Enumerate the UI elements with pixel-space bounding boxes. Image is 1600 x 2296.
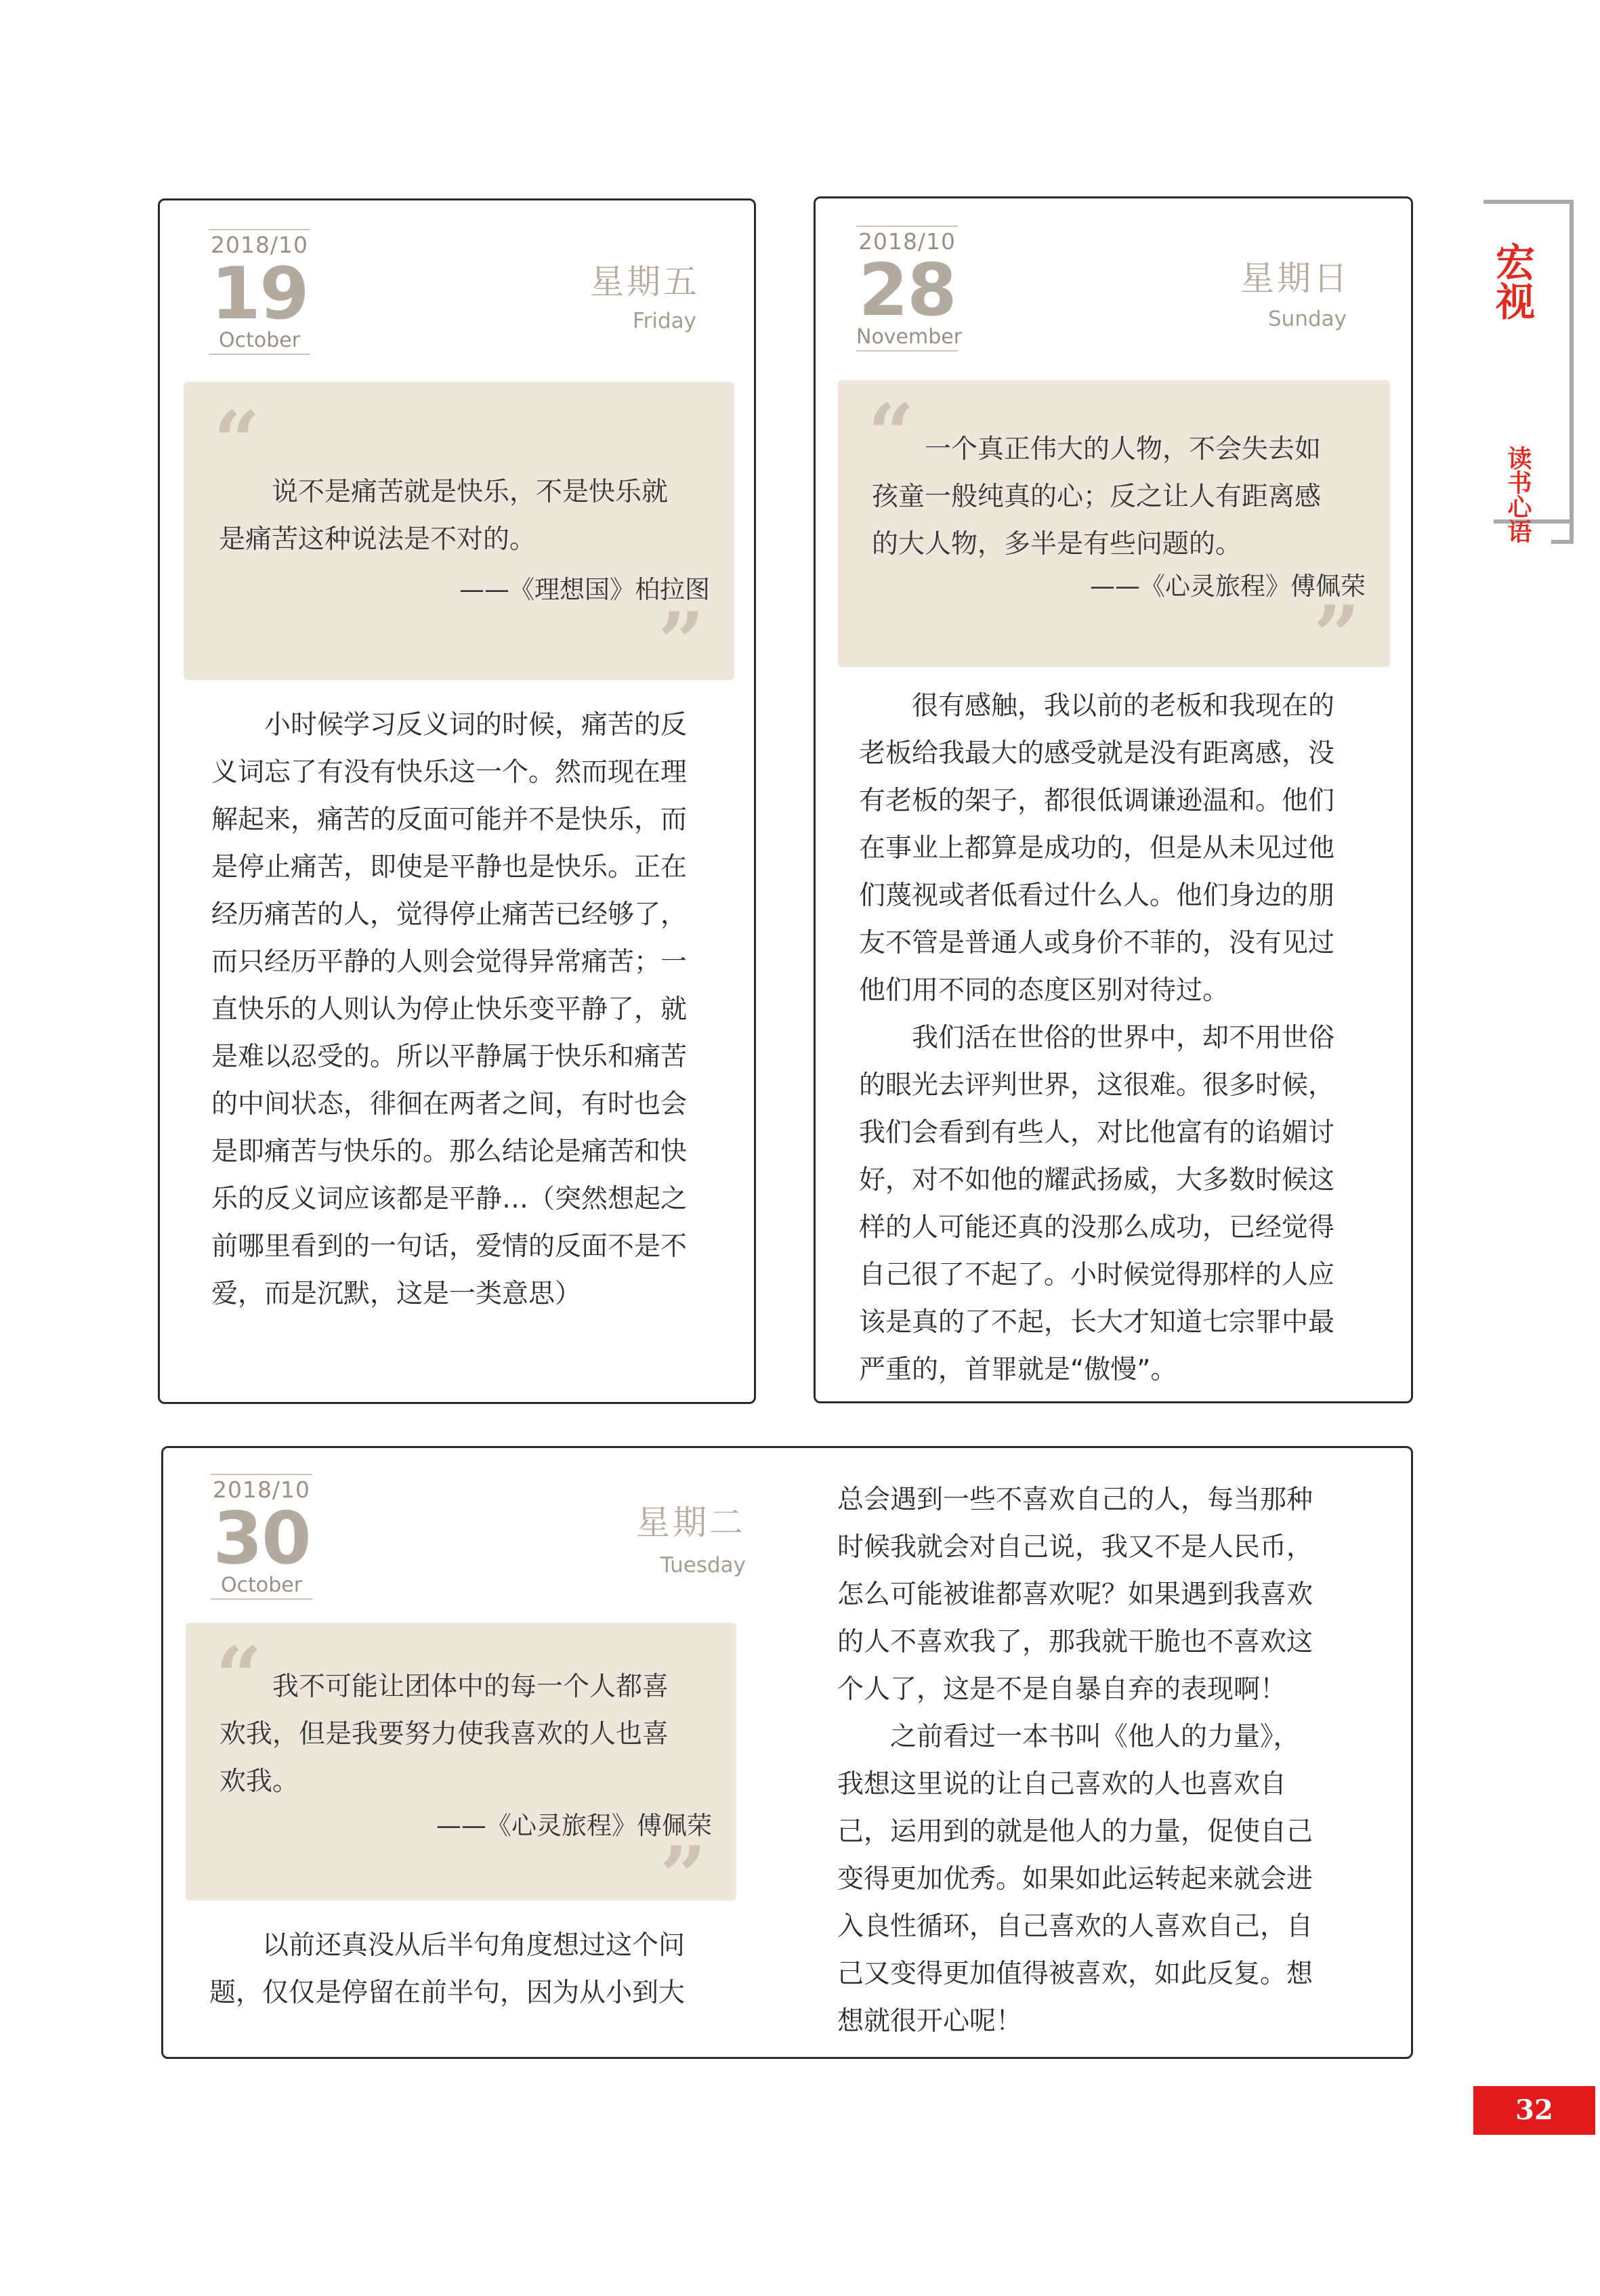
body-line: 解起来，痛苦的反面可能并不是快乐，而 — [211, 805, 688, 835]
quote-source: ——《理想国》柏拉图 — [459, 575, 710, 604]
close-quote-icon: ” — [1313, 588, 1360, 683]
body-line: 友不管是普通人或身价不菲的，没有见过 — [859, 928, 1335, 958]
body-line: 他们用不同的态度区别对待过。 — [859, 975, 1229, 1006]
date-block — [209, 229, 310, 355]
body-line: 想就很开心呢！ — [837, 2006, 1023, 2037]
body-line: 该是真的了不起，长大才知道七宗罪中最 — [859, 1307, 1335, 1338]
quote-line: 孩童一般纯真的心；反之让人有距离感 — [872, 482, 1322, 512]
open-quote-icon: “ — [215, 1629, 263, 1724]
date-year-month: 2018/10 — [858, 228, 956, 255]
date-day: 28 — [858, 249, 956, 332]
body-line: 之前看过一本书叫《他人的力量》， — [890, 1722, 1300, 1752]
date-month: October — [220, 1573, 303, 1597]
body-text-left — [209, 1922, 731, 2017]
date-bottom-rule — [209, 354, 310, 355]
body-line: 题，仅仅是停留在前半句，因为从小到大 — [209, 1978, 686, 2008]
weekday-en: Sunday — [1268, 307, 1347, 331]
weekday-cn: 星期五 — [590, 262, 700, 301]
quote-line: 欢我，但是我要努力使我喜欢的人也喜 — [219, 1719, 669, 1749]
quote-text — [872, 426, 1376, 568]
quote-line: 我不可能让团体中的每一个人都喜 — [272, 1672, 669, 1702]
body-line: 变得更加优秀。如果如此运转起来就会进 — [837, 1864, 1313, 1894]
open-quote-icon: “ — [868, 386, 915, 482]
body-line: 的眼光去评判世界，这很难。很多时候， — [859, 1070, 1335, 1101]
quote-line: 是痛苦这种说法是不对的。 — [219, 524, 536, 555]
body-line: 时候我就会对自己说，我又不是人民币， — [837, 1532, 1313, 1562]
body-line: 有老板的架子，都很低调谦逊温和。他们 — [859, 786, 1335, 816]
body-line: 乐的反义词应该都是平静…（突然想起之 — [211, 1184, 688, 1214]
date-bottom-rule — [211, 1598, 312, 1600]
date-month: November — [856, 325, 963, 349]
column-title: 读书心语 — [1504, 446, 1532, 543]
section-title: 宏视 — [1489, 242, 1535, 320]
body-line: 总会遇到一些不喜欢自己的人，每当那种 — [837, 1485, 1313, 1515]
date-day: 19 — [211, 252, 308, 335]
quote-source: ——《心灵旅程》傅佩荣 — [1090, 572, 1366, 601]
body-line: 好，对不如他的耀武扬威，大多数时候这 — [859, 1165, 1335, 1195]
body-text-right — [837, 1476, 1372, 2045]
quote-box — [186, 1623, 736, 1924]
body-line: 经历痛苦的人，觉得停止痛苦已经够了， — [211, 899, 688, 930]
close-quote-icon: ” — [659, 1829, 707, 1924]
quote-line: 欢我。 — [219, 1766, 299, 1797]
body-line: 们蔑视或者低看过什么人。他们身边的朋 — [859, 880, 1335, 911]
body-line: 我们活在世俗的世界中，却不用世俗 — [912, 1023, 1335, 1053]
body-line: 在事业上都算是成功的，但是从未见过他 — [859, 833, 1335, 864]
close-quote-icon: ” — [657, 595, 704, 690]
body-line: 个人了，这是不是自暴自弃的表现啊！ — [837, 1674, 1287, 1705]
body-line: 直快乐的人则认为停止快乐变平静了，就 — [211, 994, 688, 1025]
quote-text — [219, 469, 720, 564]
quote-box — [838, 380, 1390, 683]
quote-text — [219, 1663, 724, 1806]
date-block — [856, 226, 963, 352]
body-line: 入良性循环，自己喜欢的人喜欢自己，自 — [837, 1911, 1313, 1942]
body-line: 以前还真没从后半句角度想过这个问 — [262, 1930, 686, 1961]
body-line: 样的人可能还真的没那么成功，已经觉得 — [859, 1212, 1335, 1243]
body-text — [859, 683, 1377, 1394]
side-label — [1483, 196, 1592, 549]
quote-source: ——《心灵旅程》傅佩荣 — [436, 1811, 712, 1840]
quote-line: 说不是痛苦就是快乐，不是快乐就 — [272, 477, 669, 507]
diary-card-2 — [814, 196, 1413, 1403]
body-line: 是难以忍受的。所以平静属于快乐和痛苦 — [211, 1042, 688, 1072]
body-line: 我想这里说的让自己喜欢的人也喜欢自 — [837, 1769, 1287, 1800]
body-line: 自己很了不起了。小时候觉得那样的人应 — [859, 1260, 1335, 1290]
quote-line: 一个真正伟大的人物，不会失去如 — [925, 434, 1322, 465]
quote-box — [184, 382, 734, 690]
quote-line: 的大人物，多半是有些问题的。 — [872, 529, 1242, 559]
body-line: 爱，而是沉默，这是一类意思） — [211, 1279, 582, 1309]
body-line: 怎么可能被谁都喜欢呢？如果遇到我喜欢 — [837, 1579, 1313, 1610]
body-line: 是即痛苦与快乐的。那么结论是痛苦和快 — [211, 1136, 688, 1167]
diary-card-3 — [161, 1446, 1413, 2059]
body-line: 小时候学习反义词的时候，痛苦的反 — [264, 710, 688, 740]
body-line: 前哪里看到的一句话，爱情的反面不是不 — [211, 1231, 688, 1262]
body-line: 义词忘了有没有快乐这一个。然而现在理 — [211, 757, 688, 788]
date-month: October — [218, 328, 301, 352]
weekday-cn: 星期二 — [636, 1503, 746, 1542]
body-line: 严重的，首罪就是“傲慢”。 — [859, 1355, 1177, 1385]
body-line: 而只经历平静的人则会觉得异常痛苦；一 — [211, 947, 688, 977]
body-text — [211, 702, 726, 1318]
date-year-month: 2018/10 — [210, 232, 309, 258]
date-year-month: 2018/10 — [212, 1476, 311, 1503]
diary-card-1 — [158, 198, 756, 1404]
body-line: 很有感触，我以前的老板和我现在的 — [912, 691, 1335, 721]
weekday-en: Friday — [633, 309, 696, 333]
weekday-cn: 星期日 — [1240, 259, 1350, 298]
body-line: 老板给我最大的感受就是没有距离感，没 — [859, 738, 1335, 769]
body-line: 己，运用到的就是他人的力量，促使自己 — [837, 1816, 1313, 1847]
body-line: 己又变得更加值得被喜欢，如此反复。想 — [837, 1959, 1313, 1989]
body-line: 我们会看到有些人，对比他富有的谄媚讨 — [859, 1118, 1335, 1148]
open-quote-icon: “ — [213, 394, 261, 489]
date-day: 30 — [213, 1497, 310, 1580]
date-block — [211, 1474, 312, 1600]
body-line: 的人不喜欢我了，那我就干脆也不喜欢这 — [837, 1627, 1313, 1657]
body-line: 的中间状态，徘徊在两者之间，有时也会 — [211, 1089, 688, 1120]
body-line: 是停止痛苦，即使是平静也是快乐。正在 — [211, 852, 688, 883]
weekday-en: Tuesday — [660, 1553, 746, 1577]
page-number: 32 — [1473, 2086, 1595, 2135]
date-bottom-rule — [856, 350, 958, 352]
